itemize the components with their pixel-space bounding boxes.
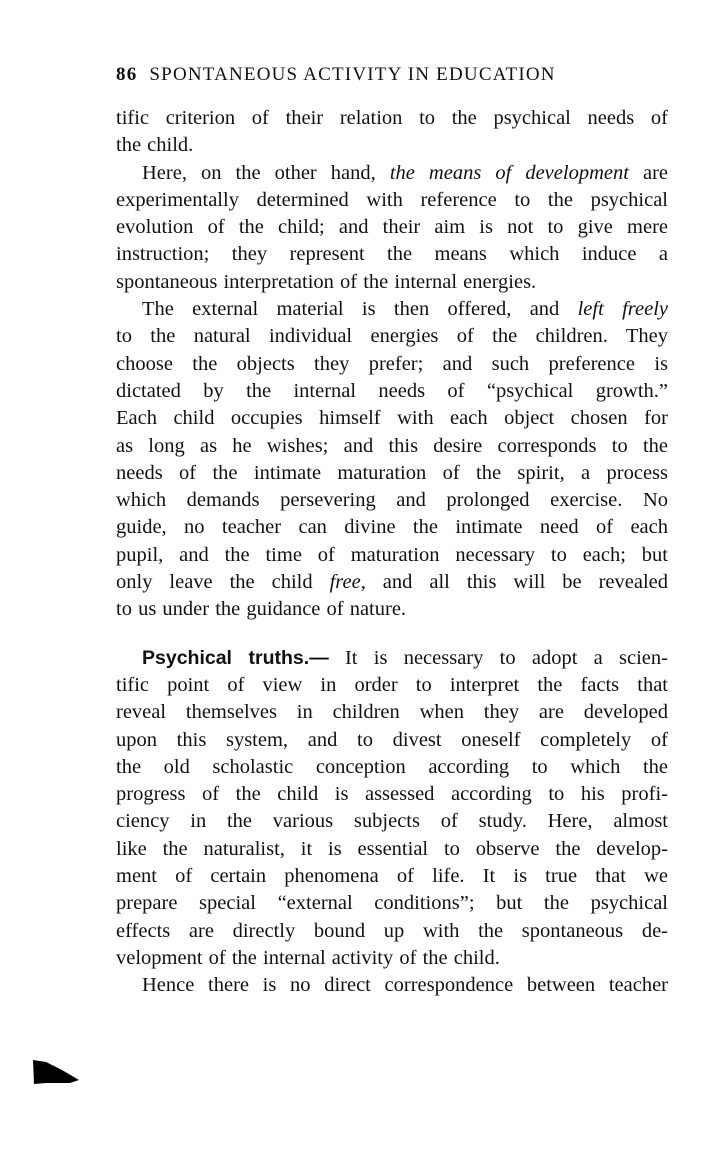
text-line: which demands persevering and prolonged exercise. No <box>116 489 668 512</box>
text-line: upon this system, and to divest oneself completely of <box>116 728 668 751</box>
page-turn-arrow-icon <box>32 1058 80 1086</box>
text-line: needs of the intimate maturation of the spirit, a process <box>116 461 668 484</box>
text-line: choose the objects they prefer; and such preference is <box>116 352 668 375</box>
text-line: the old scholastic conception according to which the <box>116 755 668 778</box>
paragraph <box>116 296 668 624</box>
text-line: only leave the child free, and all this will be revealed <box>116 571 668 594</box>
text-line: tific criterion of their relation to the psychical needs of <box>116 107 668 129</box>
paragraph <box>116 645 668 973</box>
text-line: as long as he wishes; and this desire corresponds to the <box>116 434 668 457</box>
text-line: The external material is then offered, and left freely <box>142 298 668 321</box>
text-line: ciency in the various subjects of study. Here, almost <box>116 810 668 833</box>
text-line: effects are directly bound up with the spontaneous de- <box>116 919 668 942</box>
text-line: ment of certain phenomena of life. It is true that we <box>116 865 668 888</box>
italic-phrase: free, <box>329 571 366 594</box>
text-line: the child. <box>116 134 194 157</box>
text-line: to the natural individual energies of the children. They <box>116 325 668 348</box>
text-line: instruction; they represent the means which induce a <box>116 243 668 266</box>
paragraph <box>116 972 668 999</box>
book-page <box>116 62 668 1000</box>
paragraph-gap <box>116 624 668 645</box>
text-line: Psychical truths.— It is necessary to adopt a scien- <box>142 646 668 669</box>
text-line: evolution of the child; and their aim is not to give mere <box>116 216 668 239</box>
text-line: experimentally determined with reference to the psychical <box>116 188 668 211</box>
paragraph <box>116 105 668 160</box>
text-line: progress of the child is assessed according to his profi- <box>116 783 668 806</box>
section-run-in-heading: Psychical truths.— <box>142 646 329 669</box>
text-line: pupil, and the time of maturation necessary to each; but <box>116 543 668 566</box>
paragraph <box>116 160 668 296</box>
text-line: Hence there is no direct correspondence between teacher <box>142 974 668 997</box>
running-header <box>116 62 668 88</box>
text-line: dictated by the internal needs of “psychical growth.” <box>116 379 668 402</box>
text-line: prepare special “external conditions”; but the psychical <box>116 892 668 915</box>
body-text <box>116 105 668 1000</box>
text-line: to us under the guidance of nature. <box>116 598 407 621</box>
text-line: Each child occupies himself with each object chosen for <box>116 407 668 430</box>
text-line: Here, on the other hand, the means of development are <box>142 161 669 184</box>
page-number: 86 <box>116 64 138 85</box>
text-line: velopment of the internal activity of the child. <box>116 946 500 969</box>
text-line: guide, no teacher can divine the intimate need of each <box>116 516 668 539</box>
text-line: like the naturalist, it is essential to observe the develop- <box>116 837 668 860</box>
text-line: reveal themselves in children when they are developed <box>116 701 668 724</box>
running-title: SPONTANEOUS ACTIVITY IN EDUCATION <box>149 64 556 85</box>
italic-phrase: left freely <box>577 298 668 321</box>
text-line: tific point of view in order to interpret the facts that <box>116 673 668 696</box>
italic-phrase: the means of development <box>389 161 629 184</box>
text-line: spontaneous interpretation of the internal energies. <box>116 270 537 293</box>
